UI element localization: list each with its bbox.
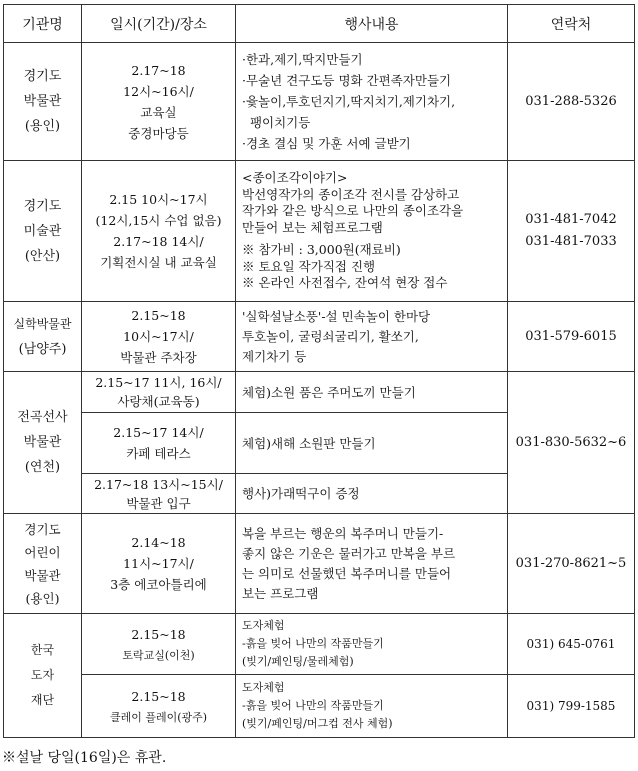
content-cell: <종이조각이야기> 박선영작가의 종이조각 전시를 감상하고 작가와 같은 방식으로 나만의 종이조각을 만들어 보는 체험프로그램 ※ 참가비 : 3,000원(재료비) ※ 토요일 작가직접 진행 ※ 온라인 사전접수, 잔여석 현장 접수	[236, 161, 508, 302]
table-row	[4, 161, 635, 302]
table-row	[4, 302, 635, 372]
contact-cell: 031-270-8621~5	[508, 514, 635, 614]
org-cell: 한국 도자 재단	[4, 614, 82, 738]
header-datetime: 일시(기간)/장소	[82, 5, 236, 43]
content-cell: 행사)가래떡구이 증정	[236, 474, 508, 514]
table-row	[4, 43, 635, 161]
table-row	[4, 514, 635, 614]
header-contact: 연락처	[508, 5, 635, 43]
header-org: 기관명	[4, 5, 82, 43]
datetime-cell: 2.15 10시~17시 (12시,15시 수업 없음) 2.17~18 14시/ 기획전시실 내 교육실	[82, 161, 236, 302]
datetime-cell: 2.17~18 13시~15시/ 박물관 입구	[82, 474, 236, 514]
content-cell: 체험)소원 품은 주머도끼 만들기	[236, 372, 508, 413]
contact-cell: 031-481-7042 031-481-7033	[508, 161, 635, 302]
content-cell: ·한과,제기,딱지만들기 ·무술년 견구도등 명화 간편족자만들기 ·윷놀이,투호던지기,딱지치기,제기차기, 팽이치기등 ·경초 결심 및 가훈 서예 글받기	[236, 43, 508, 161]
table-row	[4, 614, 635, 675]
datetime-cell: 2.15~17 11시, 16시/ 사랑채(교육동)	[82, 372, 236, 413]
table-row	[4, 372, 635, 413]
org-cell: 경기도 미술관 (안산)	[4, 161, 82, 302]
content-cell: 도자체험 -흙을 빚어 나만의 작품만들기 (빚기/페인팅/물레체험)	[236, 614, 508, 675]
org-cell: 경기도 어린이 박물관 (용인)	[4, 514, 82, 614]
contact-cell: 031) 645-0761	[508, 614, 635, 675]
datetime-cell: 2.15~18 클레이 플레이(광주)	[82, 675, 236, 738]
content-cell: 도자체험 -흙을 빚어 나만의 작품만들기 (빚기/페인팅/머그컵 전사 체험)	[236, 675, 508, 738]
contact-cell: 031-830-5632~6	[508, 372, 635, 514]
org-cell: 경기도 박물관 (용인)	[4, 43, 82, 161]
datetime-cell: 2.15~17 14시/ 카페 테라스	[82, 413, 236, 474]
header-row	[4, 5, 635, 43]
event-table	[3, 4, 635, 738]
contact-cell: 031) 799-1585	[508, 675, 635, 738]
contact-cell: 031-579-6015	[508, 302, 635, 372]
content-cell: '실학설날소풍'-설 민속놀이 한마당 투호놀이, 굴렁쇠굴리기, 활쏘기, 제기차기 등	[236, 302, 508, 372]
datetime-cell: 2.15~18 10시~17시/ 박물관 주차장	[82, 302, 236, 372]
datetime-cell: 2.17~18 12시~16시/ 교육실 중경마당등	[82, 43, 236, 161]
datetime-cell: 2.15~18 토락교실(이천)	[82, 614, 236, 675]
header-content: 행사내용	[236, 5, 508, 43]
content-cell: 체험)새해 소원판 만들기	[236, 413, 508, 474]
closing-note: ※설날 당일(16일)은 휴관.	[2, 750, 167, 766]
datetime-cell: 2.14~18 11시~17시/ 3층 에코아틀리에	[82, 514, 236, 614]
org-cell: 실학박물관 (남양주)	[4, 302, 82, 372]
table-row	[4, 675, 635, 738]
content-cell: 복을 부르는 행운의 복주머니 만들기- 좋지 않은 기운은 물러가고 만복을 부르 는 의미로 선물했던 복주머니를 만들어 보는 프로그램	[236, 514, 508, 614]
org-cell: 전곡선사 박물관 (연천)	[4, 372, 82, 514]
contact-cell: 031-288-5326	[508, 43, 635, 161]
